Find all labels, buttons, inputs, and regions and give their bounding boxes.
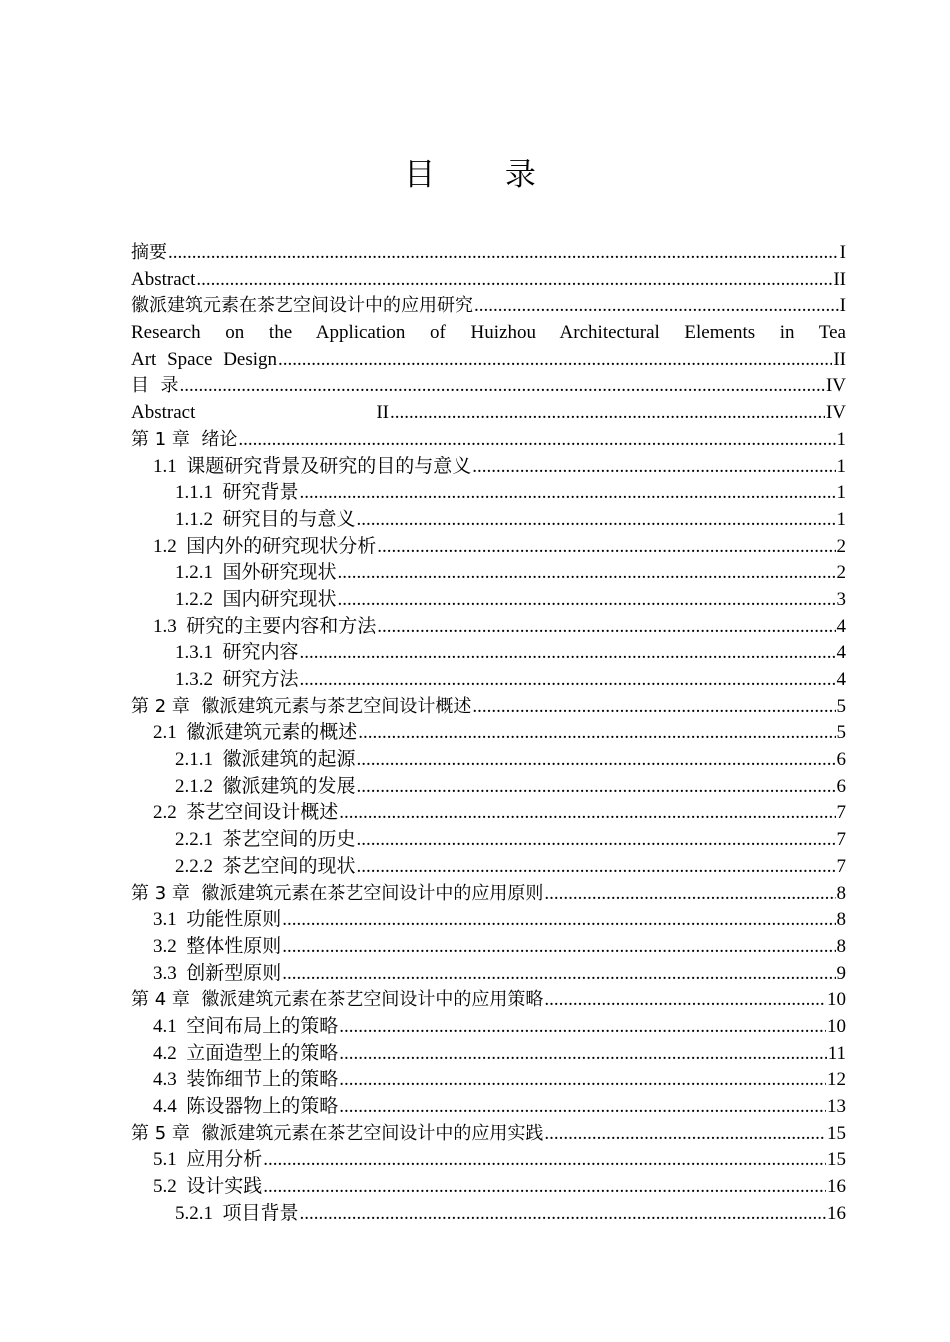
toc-entry-page: 1 [836, 455, 846, 477]
toc-entry-wrapped-line1[interactable] [131, 320, 846, 347]
toc-entry-page: 1 [836, 482, 846, 504]
dot-leader [377, 534, 835, 561]
toc-entry-label-b: II [376, 402, 389, 424]
toc-entry-label: Research on the Application of Huizhou Architectural Elements in Tea [131, 322, 846, 344]
dot-leader [544, 1121, 826, 1148]
dot-leader [357, 827, 836, 854]
toc-entry-label: 3.3 创新型原则 [153, 962, 282, 984]
toc-entry-page: 8 [836, 882, 846, 904]
dot-leader [339, 1067, 826, 1094]
toc-entry-label: 3.2 整体性原则 [153, 935, 282, 957]
toc-entry-label: 1.1.1 研究背景 [175, 482, 299, 504]
toc-entry-page: 12 [827, 1069, 846, 1091]
dot-leader [357, 774, 836, 801]
dot-leader [300, 640, 836, 667]
toc-entry-label: 1.1.2 研究目的与意义 [175, 508, 356, 530]
dot-leader [238, 427, 835, 454]
dot-leader [282, 907, 835, 934]
toc-entry-label: 2.2.1 茶艺空间的历史 [175, 829, 356, 851]
toc-entry[interactable] [131, 800, 846, 827]
toc-entry-label: 3.1 功能性原则 [153, 909, 282, 931]
toc-entry-label: 4.4 陈设器物上的策略 [153, 1096, 339, 1117]
toc-entry-page: 15 [827, 1122, 846, 1144]
dot-leader [282, 961, 835, 988]
toc-entry[interactable] [131, 427, 846, 454]
toc-entry-page: II [833, 348, 846, 370]
toc-entry-label: 1.3 研究的主要内容和方法 [153, 615, 377, 637]
toc-entry[interactable] [131, 640, 846, 667]
dot-leader [300, 667, 836, 694]
toc-entry-page: 8 [836, 935, 846, 957]
toc-entry-label-a: Abstract [131, 402, 196, 424]
toc-entry-label: 4.3 装饰细节上的策略 [153, 1069, 339, 1091]
toc-entry-label: 第 2 章 徽派建筑元素与茶艺空间设计概述 [131, 695, 472, 717]
toc-entry[interactable] [131, 881, 846, 908]
toc-entry-label: 4.1 空间布局上的策略 [153, 1015, 339, 1037]
table-of-contents [131, 240, 846, 1227]
toc-entry-label: 4.2 立面造型上的策略 [153, 1042, 339, 1064]
page-title: 目 录 [404, 157, 566, 193]
toc-entry[interactable] [131, 507, 846, 534]
toc-entry[interactable] [131, 1147, 846, 1174]
toc-entry[interactable] [131, 961, 846, 988]
toc-entry-page: 1 [836, 508, 846, 530]
dot-leader [339, 800, 835, 827]
toc-entry[interactable] [131, 774, 846, 801]
toc-entry-label: 摘要 [131, 242, 167, 263]
toc-entry[interactable] [131, 667, 846, 694]
toc-entry[interactable] [131, 400, 846, 427]
toc-entry[interactable] [131, 1094, 846, 1121]
dot-leader [196, 267, 832, 294]
toc-entry-label: 第 3 章 徽派建筑元素在茶艺空间设计中的应用原则 [131, 882, 544, 904]
toc-entry-page: 3 [836, 588, 846, 610]
dot-leader [278, 347, 832, 374]
toc-entry-page: 2 [836, 562, 846, 584]
toc-entry[interactable] [131, 827, 846, 854]
toc-entry-page: 7 [836, 829, 846, 851]
toc-entry-label: 2.1.2 徽派建筑的发展 [175, 775, 356, 797]
toc-entry-label: 1.2.2 国内研究现状 [175, 588, 337, 610]
toc-entry-label: 徽派建筑元素在茶艺空间设计中的应用研究 [131, 295, 473, 317]
toc-entry[interactable] [131, 293, 846, 320]
toc-entry-page: 2 [836, 535, 846, 557]
toc-entry[interactable] [131, 454, 846, 481]
toc-entry[interactable] [131, 934, 846, 961]
toc-entry[interactable] [131, 560, 846, 587]
toc-entry[interactable] [131, 614, 846, 641]
dot-leader [179, 373, 824, 400]
toc-entry-page: I [839, 295, 846, 317]
toc-entry-page: 16 [827, 1202, 846, 1224]
toc-entry-page: II [833, 268, 846, 290]
toc-entry-label: 2.2.2 茶艺空间的现状 [175, 855, 356, 877]
toc-entry-label: 5.2.1 项目背景 [175, 1202, 299, 1224]
dot-leader [377, 614, 835, 641]
toc-entry-page: 1 [836, 428, 846, 450]
toc-entry-label: 2.1.1 徽派建筑的起源 [175, 749, 356, 771]
toc-entry-page: 7 [836, 855, 846, 877]
toc-entry-label: Art Space Design [131, 348, 278, 370]
dot-leader [544, 881, 835, 908]
toc-entry-wrapped-line2[interactable] [131, 347, 846, 374]
toc-entry-label: 1.1 课题研究背景及研究的目的与意义 [153, 455, 472, 477]
toc-entry[interactable] [131, 720, 846, 747]
dot-leader [282, 934, 835, 961]
dot-leader [472, 694, 835, 721]
toc-entry-label: 第 5 章 徽派建筑元素在茶艺空间设计中的应用实践 [131, 1122, 544, 1144]
dot-leader [390, 400, 825, 427]
dot-leader [339, 1014, 826, 1041]
toc-entry[interactable] [131, 694, 846, 721]
toc-entry[interactable] [131, 480, 846, 507]
toc-entry[interactable] [131, 1121, 846, 1148]
dot-leader [357, 747, 836, 774]
toc-entry-page: 4 [836, 669, 846, 690]
toc-entry-page: 11 [827, 1042, 846, 1064]
toc-entry[interactable] [131, 587, 846, 614]
toc-entry-label: 2.2 茶艺空间设计概述 [153, 802, 339, 824]
toc-entry[interactable] [131, 747, 846, 774]
dot-leader [168, 240, 839, 267]
toc-entry-label: 1.2.1 国外研究现状 [175, 562, 337, 584]
dot-leader [300, 1201, 826, 1228]
toc-entry-label: 5.2 设计实践 [153, 1176, 263, 1198]
toc-entry-page: IV [825, 402, 846, 424]
toc-entry-page: I [839, 242, 846, 263]
dot-leader [472, 454, 835, 481]
toc-entry-label: 第 4 章 徽派建筑元素在茶艺空间设计中的应用策略 [131, 989, 544, 1011]
toc-entry-label: 目 录 [131, 375, 179, 397]
toc-entry-page: 16 [827, 1176, 846, 1198]
toc-entry-label: 第 1 章 绪论 [131, 428, 238, 450]
toc-entry[interactable] [131, 267, 846, 294]
toc-entry-page: 15 [827, 1149, 846, 1171]
toc-entry-label: 1.2 国内外的研究现状分析 [153, 535, 377, 557]
toc-entry[interactable] [131, 534, 846, 561]
toc-entry-label: 2.1 徽派建筑元素的概述 [153, 722, 358, 744]
toc-entry-page: 5 [836, 722, 846, 744]
toc-entry-page: 4 [836, 642, 846, 664]
toc-entry[interactable] [131, 1201, 846, 1228]
toc-entry[interactable] [131, 854, 846, 881]
dot-leader [339, 1041, 826, 1068]
toc-entry-page: 7 [836, 802, 846, 824]
toc-entry-label: 5.1 应用分析 [153, 1149, 263, 1171]
toc-entry-page: 10 [827, 1015, 846, 1037]
toc-entry-page: IV [825, 375, 846, 397]
toc-entry[interactable] [131, 1041, 846, 1068]
toc-entry-label: Abstract [131, 268, 196, 290]
dot-leader [474, 293, 839, 320]
dot-leader [357, 507, 836, 534]
toc-entry-page: 13 [827, 1096, 846, 1117]
toc-entry-label: 1.3.1 研究内容 [175, 642, 299, 664]
dot-leader [357, 854, 836, 881]
toc-entry[interactable] [131, 987, 846, 1014]
dot-leader [263, 1174, 826, 1201]
toc-entry[interactable] [131, 1067, 846, 1094]
toc-entry-page: 6 [836, 775, 846, 797]
dot-leader [338, 560, 836, 587]
toc-entry[interactable] [131, 1014, 846, 1041]
dot-leader [358, 720, 835, 747]
toc-entry[interactable] [131, 240, 846, 267]
dot-leader [544, 987, 826, 1014]
toc-entry-page: 4 [836, 615, 846, 637]
toc-entry-page: 8 [836, 909, 846, 931]
toc-entry-label [131, 400, 389, 427]
dot-leader [300, 480, 836, 507]
toc-entry[interactable] [131, 907, 846, 934]
toc-entry[interactable] [131, 373, 846, 400]
toc-entry-page: 9 [836, 962, 846, 984]
toc-entry[interactable] [131, 1174, 846, 1201]
toc-entry-label: 1.3.2 研究方法 [175, 669, 299, 690]
toc-entry-page: 10 [827, 989, 846, 1011]
toc-entry-page: 5 [836, 695, 846, 717]
toc-entry-page: 6 [836, 749, 846, 771]
dot-leader [339, 1094, 826, 1121]
dot-leader [338, 587, 836, 614]
dot-leader [263, 1147, 826, 1174]
